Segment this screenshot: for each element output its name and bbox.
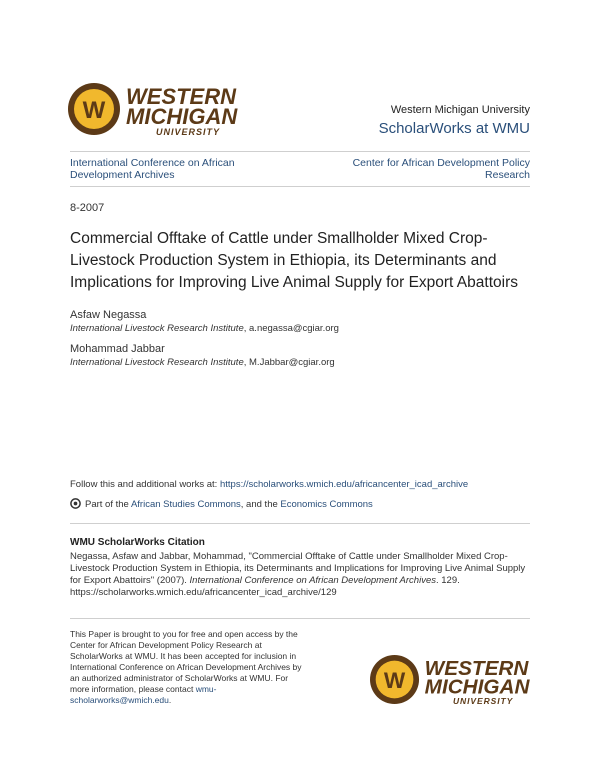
svg-text:UNIVERSITY: UNIVERSITY [156,127,221,137]
publication-date: 8-2007 [70,202,105,214]
author-email: a.negassa@cgiar.org [249,323,339,334]
collection-link-left[interactable]: International Conference on African Development Archives [70,157,235,181]
divider-top [70,151,530,152]
citation-url: https://scholarworks.wmich.edu/africancenter_icad_archive/129 [70,587,337,598]
svg-text:WESTERN: WESTERN [424,656,529,680]
follow-url-link[interactable]: https://scholarworks.wmich.edu/africancenter_icad_archive [219,479,469,490]
divider-mid [70,186,530,187]
citation-heading: WMU ScholarWorks Citation [70,537,205,548]
follow-line: Follow this and additional works at: https://scholarworks.wmich.edu/africancenter_icad_archive [70,479,469,490]
svg-text:MICHIGAN: MICHIGAN [126,104,238,129]
economics-commons-link[interactable]: Economics Commons [280,499,373,510]
author-affiliation: International Livestock Research Institute, a.negassa@cgiar.org [70,323,339,334]
svg-text:W: W [82,97,106,124]
divider-bottom [70,618,530,619]
affiliation-name: International Livestock Research Institute [70,323,244,334]
affiliation-name: International Livestock Research Institute [70,357,244,368]
svg-text:WESTERN: WESTERN [126,84,236,109]
author-name: Asfaw Negassa [70,309,147,321]
contact-email-link[interactable]: wmu-scholarworks@wmich.edu [70,684,217,705]
author-name: Mohammad Jabbar [70,343,165,355]
wmu-logo-top [68,80,243,138]
author-email: M.Jabbar@cgiar.org [249,357,335,368]
wmu-logo-bottom [370,652,535,707]
citation-text: Negassa, Asfaw and Jabbar, Mohammad, "Commercial Offtake of Cattle under Smallholder Mixed Crop-Livestock Production System in Ethiopia, its Determinants and Implications for Improving Live Animal Supply for Export Abattoirs" (2007). International Conference on African Development Archives. 129. https://scholarworks.wmich.edu/africancenter_icad_archive/129 [70,551,526,598]
scholarworks-link[interactable]: ScholarWorks at WMU [378,120,530,137]
svg-text:W: W [383,667,406,693]
university-label: Western Michigan University [390,104,530,116]
divider-citation [70,523,530,524]
svg-text:MICHIGAN: MICHIGAN [424,675,530,699]
network-icon [70,498,81,509]
collection-link-right[interactable]: Center for African Development Policy Research [352,157,530,181]
african-studies-commons-link[interactable]: African Studies Commons [130,499,241,510]
access-statement: This Paper is brought to you for free and open access by the Center for African Development Policy Research at ScholarWorks at WMU. It has been accepted for inclusion in International Conference on African Development Archives by an authorized administrator of ScholarWorks at WMU. For more information, please contact wmu-scholarworks@wmich.edu. [70,629,302,705]
part-of-line: Part of the African Studies Commons, and the Economics Commons [70,498,373,510]
author-affiliation: International Livestock Research Institute, M.Jabbar@cgiar.org [70,357,335,368]
paper-title: Commercial Offtake of Cattle under Smallholder Mixed Crop-Livestock Production System in Ethiopia, its Determinants and Implications for Improving Live Animal Supply for Export Abattoirs [70,230,518,291]
svg-text:UNIVERSITY: UNIVERSITY [452,696,514,707]
